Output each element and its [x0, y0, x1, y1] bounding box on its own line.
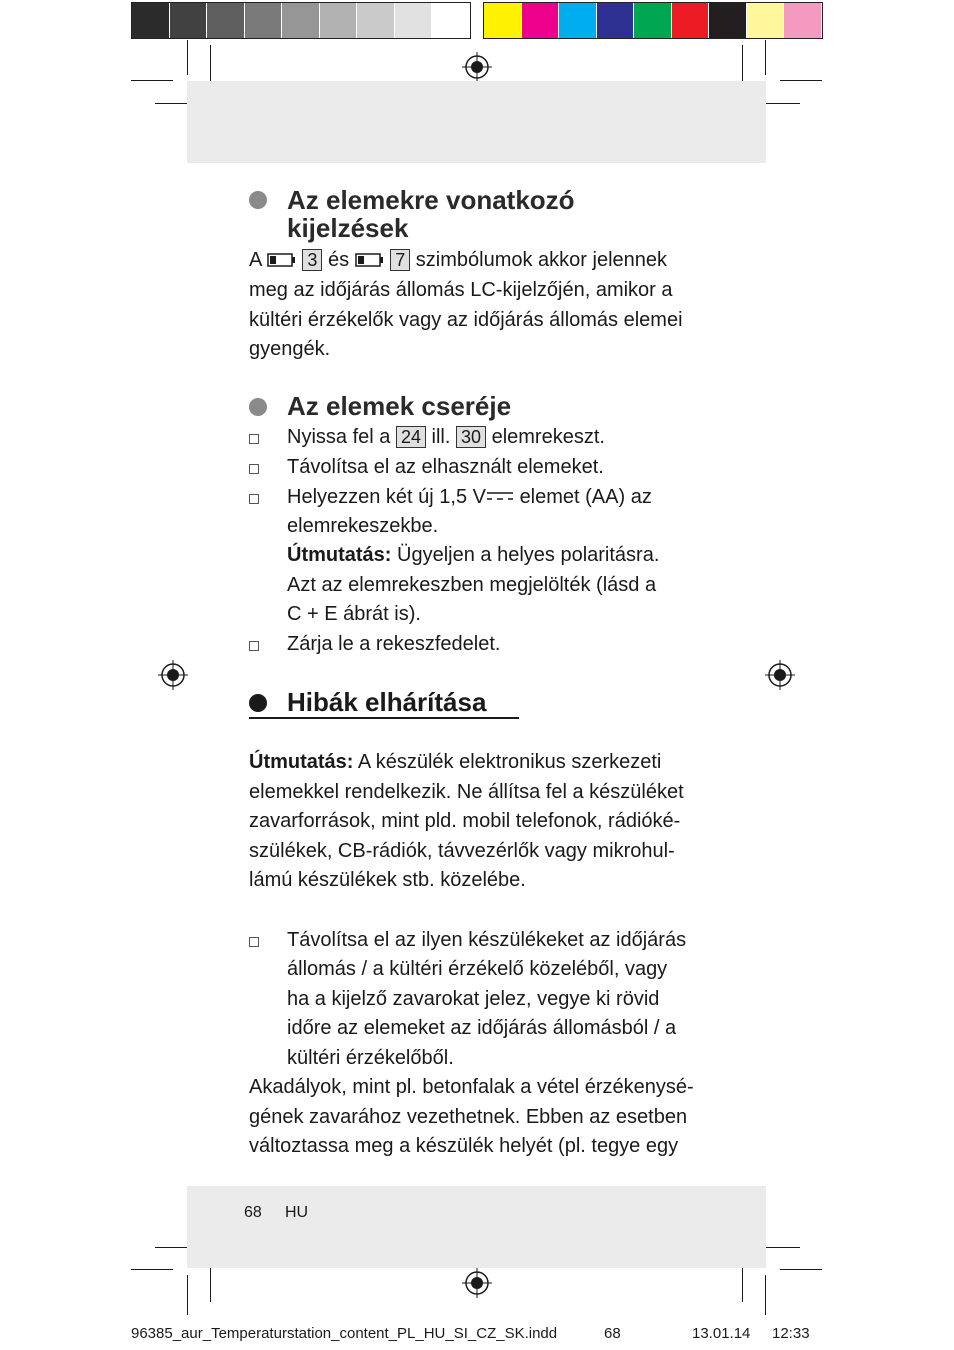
registration-mark-icon: [158, 660, 188, 690]
list-item-continuation: állomás / a kültéri érzékelő közeléből, vagy: [287, 958, 668, 980]
color-swatch: [747, 3, 785, 38]
list-item-continuation: kültéri érzékelőből.: [287, 1047, 454, 1069]
footer-band: [187, 1186, 766, 1268]
slug-time: 12:33: [772, 1325, 810, 1342]
color-swatch: [522, 3, 560, 38]
reference-number-box: 7: [390, 249, 410, 271]
list-item: Nyissa fel a 24 ill. 30 elemrekeszt.: [287, 426, 605, 448]
color-swatch: [634, 3, 672, 38]
crop-mark: [742, 1262, 743, 1302]
note-line: Útmutatás: A készülék elektronikus szerkezeti: [249, 751, 662, 773]
paragraph-line: lámú készülékek stb. közelébe.: [249, 869, 526, 891]
section-heading: Hibák elhárítása: [287, 687, 487, 717]
color-swatch: [432, 3, 470, 38]
color-bar-colors: [483, 2, 823, 39]
paragraph-line: elemekkel rendelkezik. Ne állítsa fel a készüléket: [249, 781, 684, 803]
note-label: Útmutatás:: [287, 544, 392, 566]
list-item: Zárja le a rekeszfedelet.: [287, 633, 501, 655]
crop-mark: [131, 1269, 173, 1270]
color-swatch: [559, 3, 597, 38]
bullet-dot-icon: [249, 694, 267, 712]
list-item: Helyezzen két új 1,5 V elemet (AA) az: [287, 486, 652, 508]
paragraph-line: szülékek, CB-rádiók, távvezérlők vagy mikrohul-: [249, 840, 675, 862]
paragraph-line: meg az időjárás állomás LC-kijelzőjén, amikor a: [249, 279, 673, 301]
note-line: Azt az elemrekeszben megjelölték (lásd a: [287, 574, 657, 596]
paragraph-line: A 3 és 7 szimbólumok akkor jelennek: [249, 249, 668, 271]
color-bar-grays: [131, 2, 471, 39]
crop-mark: [210, 1262, 211, 1302]
note-line: Útmutatás: Ügyeljen a helyes polaritásra.: [287, 544, 660, 566]
crop-mark: [765, 1275, 766, 1315]
dc-symbol-icon: [486, 490, 514, 502]
list-item: Távolítsa el az ilyen készülékeket az időjárás: [287, 929, 687, 951]
crop-mark: [760, 103, 800, 104]
color-swatch: [672, 3, 710, 38]
section-heading: Az elemek cseréje: [287, 391, 512, 421]
color-swatch: [709, 3, 747, 38]
crop-mark: [131, 80, 173, 81]
section-heading: Az elemekre vonatkozó kijelzések: [287, 185, 575, 243]
color-swatch: [207, 3, 245, 38]
color-swatch: [320, 3, 358, 38]
registration-mark-icon: [462, 52, 492, 82]
checkbox-bullet-icon: [249, 464, 259, 474]
slug-filename: 96385_aur_Temperaturstation_content_PL_HU_SI_CZ_SK.indd: [131, 1325, 558, 1342]
bullet-dot-icon: [249, 191, 267, 209]
color-swatch: [245, 3, 283, 38]
battery-icon: [267, 252, 297, 268]
language-code: HU: [285, 1204, 309, 1221]
note-label: Útmutatás:: [249, 751, 354, 773]
header-band: [187, 81, 766, 163]
paragraph-line: Akadályok, mint pl. betonfalak a vétel érzékenysé-: [249, 1076, 694, 1098]
crop-mark: [760, 1247, 800, 1248]
color-swatch: [784, 3, 822, 38]
checkbox-bullet-icon: [249, 937, 259, 947]
color-swatch: [282, 3, 320, 38]
slug-page: 68: [604, 1325, 621, 1342]
color-swatch: [597, 3, 635, 38]
crop-mark: [780, 80, 822, 81]
crop-mark: [765, 40, 766, 75]
list-item-continuation: időre az elemeket az időjárás állomásból / a: [287, 1017, 677, 1039]
page-number: 68: [244, 1204, 262, 1221]
registration-mark-icon: [462, 1268, 492, 1298]
list-item-continuation: ha a kijelző zavarokat jelez, vegye ki rövid: [287, 988, 660, 1010]
battery-icon: [355, 252, 385, 268]
slug-date: 13.01.14: [692, 1325, 751, 1342]
reference-number-box: 30: [456, 426, 486, 448]
checkbox-bullet-icon: [249, 641, 259, 651]
crop-mark: [780, 1269, 822, 1270]
note-line: C + E ábrát is).: [287, 603, 421, 625]
registration-mark-icon: [765, 660, 795, 690]
paragraph-line: kültéri érzékelők vagy az időjárás állomás elemei: [249, 309, 683, 331]
color-swatch: [132, 3, 170, 38]
crop-mark: [187, 40, 188, 75]
paragraph-line: változtassa meg a készülék helyét (pl. tegye egy: [249, 1135, 679, 1157]
checkbox-bullet-icon: [249, 434, 259, 444]
color-swatch: [357, 3, 395, 38]
crop-mark: [187, 1275, 188, 1315]
reference-number-box: 3: [302, 249, 322, 271]
list-item-continuation: elemrekeszekbe.: [287, 515, 439, 537]
color-swatch: [395, 3, 433, 38]
paragraph-line: zavarforrások, mint pld. mobil telefonok, rádióké-: [249, 810, 681, 832]
paragraph-line: gének zavarához vezethetnek. Ebben az esetben: [249, 1106, 688, 1128]
color-swatch: [170, 3, 208, 38]
paragraph-line: gyengék.: [249, 338, 331, 360]
reference-number-box: 24: [396, 426, 426, 448]
bullet-dot-icon: [249, 398, 267, 416]
color-swatch: [484, 3, 522, 38]
heading-underline: [249, 717, 519, 719]
list-item: Távolítsa el az elhasznált elemeket.: [287, 456, 604, 478]
checkbox-bullet-icon: [249, 494, 259, 504]
